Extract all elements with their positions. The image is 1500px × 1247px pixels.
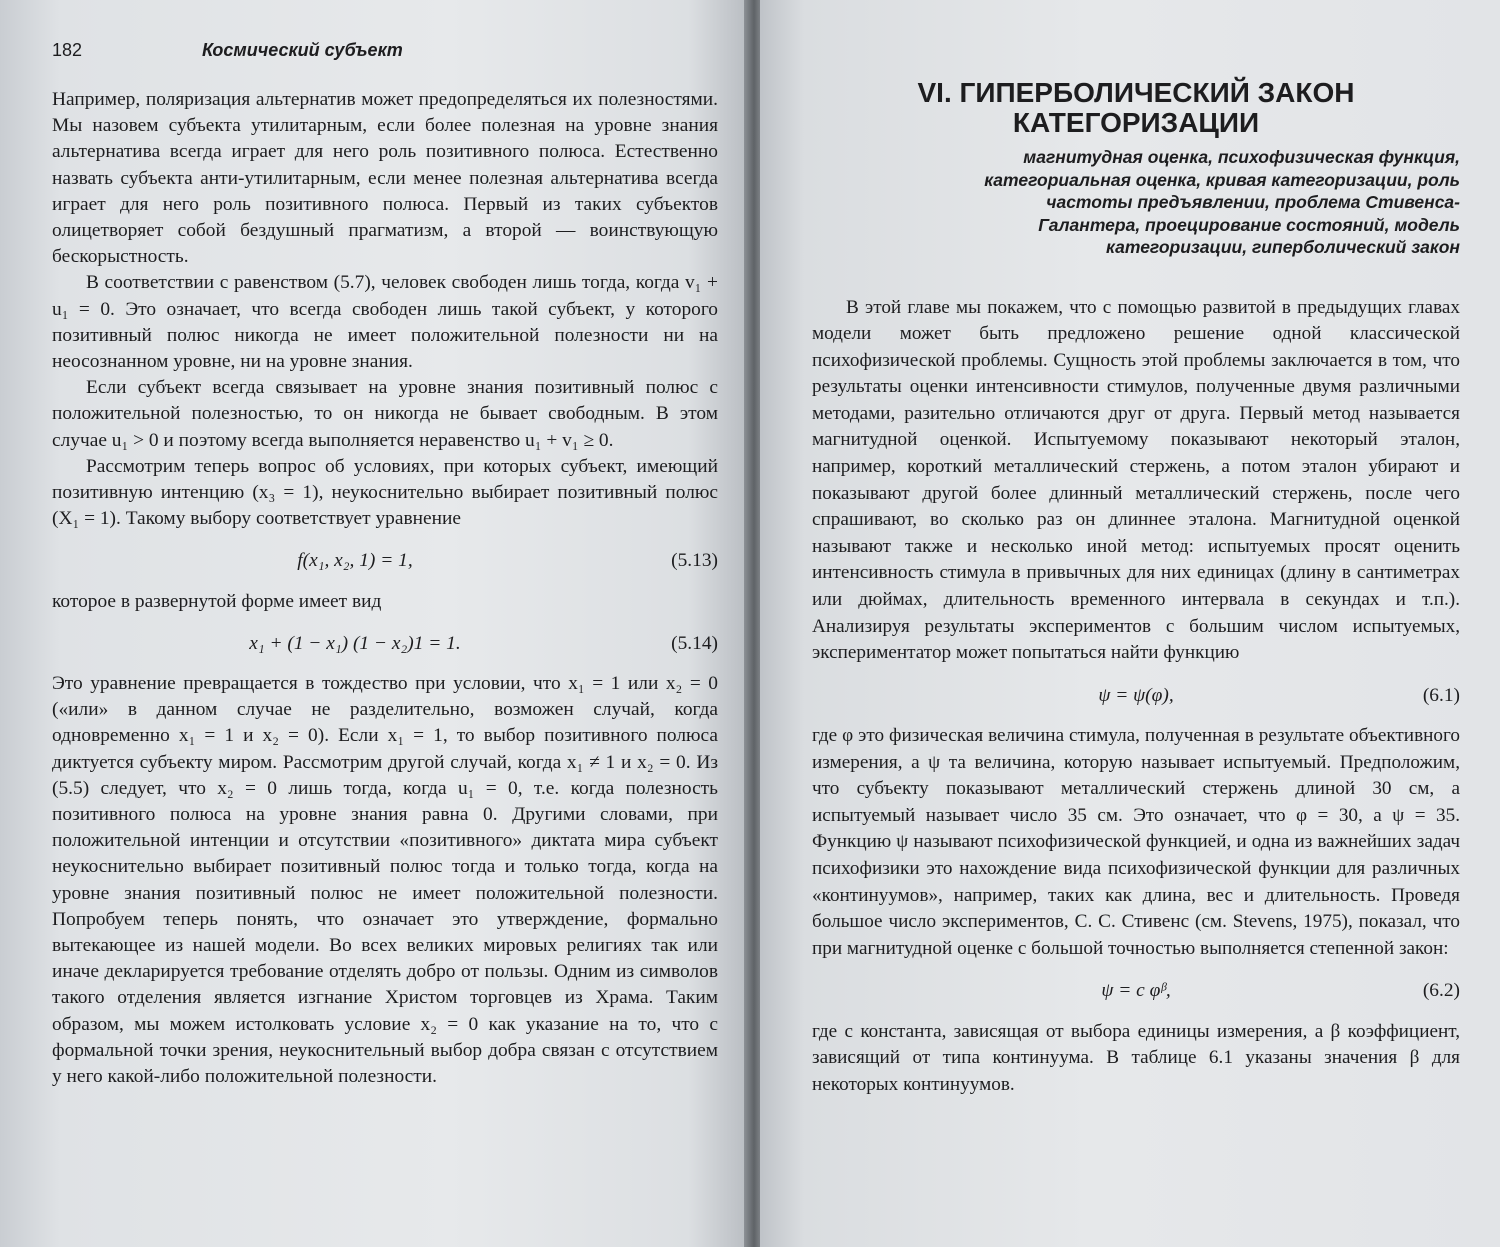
chapter-title <box>812 78 1460 138</box>
formula-5-13-expression: f(x₁, x₂, 1) = 1, <box>297 550 413 572</box>
formula-6-1-expression: ψ = ψ(φ), <box>1098 684 1174 706</box>
left-running-head <box>52 40 718 61</box>
formula-5-14 <box>52 631 718 657</box>
formula-6-1-number: (6.1) <box>1422 684 1460 706</box>
chapter-title-line-1: VI. ГИПЕРБОЛИЧЕСКИЙ ЗАКОН <box>917 77 1355 108</box>
chapter-keywords: магнитудная оценка, психофизическая функция, категориальная оценка, кривая категоризации, роль частоты предъявлении, проблема Стивенса-Галантера, проецирование состояний, модель категоризации, гиперболический закон <box>984 147 1460 257</box>
formula-5-14-expression: x₁ + (1 − x₁) (1 − x₂)1 = 1. <box>249 632 461 654</box>
formula-6-1 <box>812 683 1460 709</box>
right-page <box>760 0 1500 1247</box>
left-page <box>0 0 748 1247</box>
left-paragraph-6: Это уравнение превращается в тождество при условии, что x₁ = 1 или x₂ = 0 («или» в данном случае не разделительно, возможен случай, когда одновременно x₁ = 1 и x₂ = 0). Если x₁ = 1, то выбор позитивного полюса диктуется субъекту миром. Рассмотрим другой случай, когда x₁ ≠ 1 и x₂ = 0. Из (5.5) следует, что x₂ = 0 лишь тогда, когда u₁ = 0, т.е. когда полезность позитивного полюса на уровне знания равна 0. Другими словами, при положительной интенции и отсутствии «позитивного» диктата мира субъект неукоснительно выбирает позитивный полюс тогда и только тогда, когда на уровне знания позитивный полюс не имеет положительной полезности. Попробуем теперь понять, что означает это утверждение, формально вытекающее из нашей модели. Во всех великих мировых религиях так или иначе декларируется требование отделять добро от пользы. Одним из символов такого отделения является изгнание Христом торговцев из Храма. Таким образом, мы можем истолковать условие x₂ = 0 как указание на то, что с формальной точки зрения, неукоснительный выбор добра связан с отсутствием у него какой-либо положительной полезности. <box>52 673 718 1088</box>
formula-5-13-number: (5.13) <box>671 550 718 572</box>
formula-6-2 <box>812 978 1460 1004</box>
formula-5-14-number: (5.14) <box>671 632 718 654</box>
page-number: 182 <box>52 40 83 60</box>
formula-6-2-number: (6.2) <box>1422 980 1460 1002</box>
formula-6-2-expression: ψ = c φᵝ, <box>1101 980 1171 1002</box>
left-paragraph-1: Например, поляризация альтернатив может предопределяться их полезностями. Мы назовем субъекта утилитарным, если более полезная на уровне знания альтернатива всегда играет для него роль позитивного полюса. Естественно назвать субъекта анти-утилитарным, если менее полезная альтернатива всегда играет для него роль позитивного полюса. Первый из таких субъектов олицетворяет собой бездушный прагматизм, а второй — воинствующую бескорыстность. <box>52 89 718 268</box>
left-paragraph-2: В соответствии с равенством (5.7), человек свободен лишь тогда, когда v₁ + u₁ = 0. Это означает, что всегда свободен лишь такой субъект, у которого позитивный полюс никогда не имеет положительной полезности ни на неосознанном уровне, ни на уровне знания. <box>52 272 718 373</box>
formula-5-13 <box>52 548 718 574</box>
left-paragraph-5: которое в развернутой форме имеет вид <box>52 590 382 612</box>
chapter-title-line-2: КАТЕГОРИЗАЦИИ <box>1012 107 1260 138</box>
right-paragraph-2: где φ это физическая величина стимула, полученная в результате объективного измерения, а ψ та величина, которую называет испытуемый. Предположим, что субъекту показывают металлический стержень длиной 30 см, а испытуемый называет число 35 см. Это означает, что φ = 30, а ψ = 35. Функцию ψ называют психофизической функцией, и одна из важнейших задач психофизики это нахождение вида психофизической функции для различных «континуумов», например, таких как длина, вес и длительность. Проведя большое число экспериментов, С. С. Стивенс (см. Stevens, 1975), показал, что при магнитудной оценке с большой точностью выполняется степенной закон: <box>812 725 1460 959</box>
running-title: Космический субъект <box>202 40 403 60</box>
right-paragraph-3: где c константа, зависящая от выбора единицы измерения, а β коэффициент, зависящий от типа континуума. В таблице 6.1 указаны значения β для некоторых континуумов. <box>812 1020 1460 1095</box>
left-paragraph-4: Рассмотрим теперь вопрос об условиях, при которых субъект, имеющий позитивную интенцию (x₃ = 1), неукоснительно выбирает позитивный полюс (X₁ = 1). Такому выбору соответствует уравнение <box>52 455 718 530</box>
right-paragraph-1: В этой главе мы покажем, что с помощью развитой в предыдущих главах модели может быть предложено решение одной классической психофизической проблемы. Сущность этой проблемы заключается в том, что результаты оценки интенсивности стимулов, полученные двумя различными методами, разительно отличаются друг от друга. Первый метод называется магнитудной оценкой. Испытуемому показывают некоторый эталон, например, короткий металлический стержень, а потом эталон убирают и показывают другой более длинный металлический стержень, после чего спрашивают, во сколько раз он длиннее эталона. Магнитудной оценкой называют также и несколько иной метод: испытуемых просят оценить интенсивность стимула в привычных для них единицах (длину в сантиметрах или дюймах, длительность временного интервала в секундах и т.п.). Анализируя результаты экспериментов с большим числом испытуемых, экспериментатор может попытаться найти функцию <box>812 296 1460 664</box>
left-paragraph-3: Если субъект всегда связывает на уровне знания позитивный полюс с положительной полезностью, то он никогда не бывает свободным. В этом случае u₁ > 0 и поэтому всегда выполняется неравенство u₁ + v₁ ≥ 0. <box>52 377 718 451</box>
